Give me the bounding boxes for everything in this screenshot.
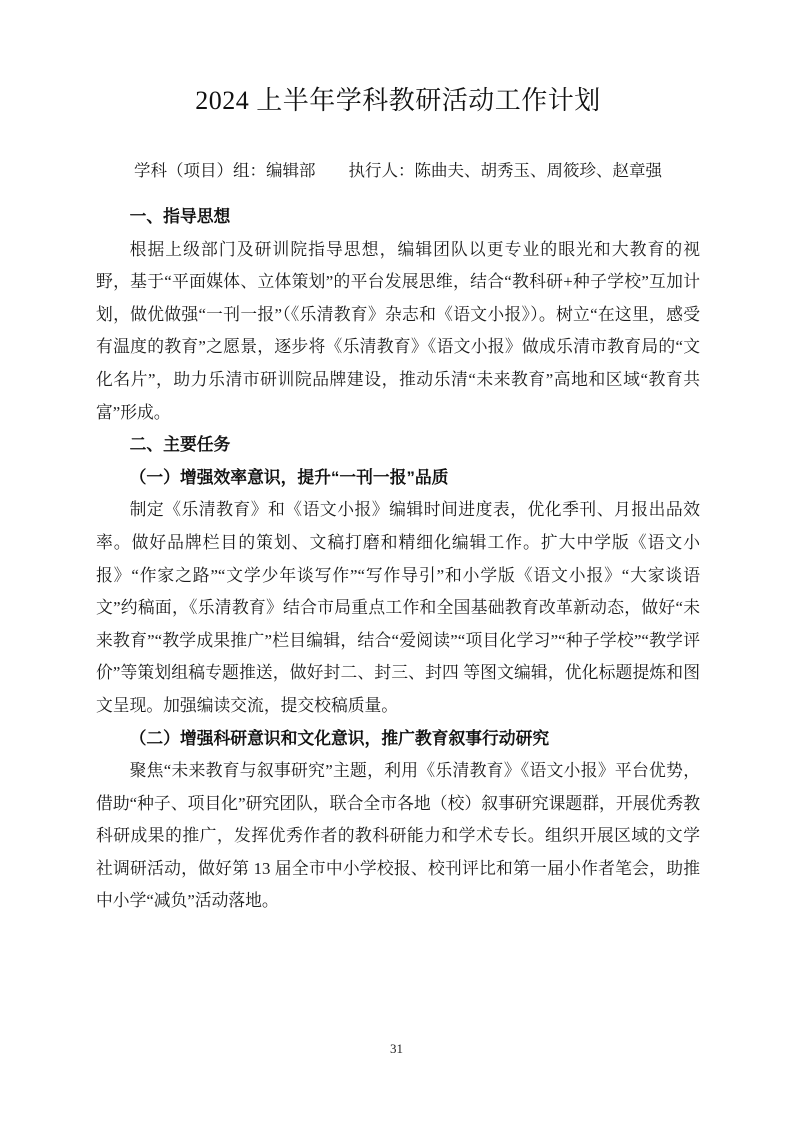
document-meta-line [96,158,700,184]
section2-sub2-paragraph: 聚焦“未来教育与叙事研究”主题，利用《乐清教育》《语文小报》平台优势，借助“种子、项目化”研究团队，联合全市各地（校）叙事研究课题群，开展优秀教科研成果的推广，发挥优秀作者的教科研能力和学术专长。组织开展区域的文学社调研活动，做好第 13 届全市中小学校报、校刊评比和第一届小作者笔会，助推中小学“减负”活动落地。 [96,761,700,911]
executors-label: 执行人：陈曲夫、胡秀玉、周筱珍、赵章强 [348,161,662,180]
section2-heading: 二、主要任务 [129,435,231,455]
document-content [96,84,700,918]
section2-sub1-paragraph: 制定《乐清教育》和《语文小报》编辑时间进度表，优化季刊、月报出品效率。做好品牌栏目的策划、文稿打磨和精细化编辑工作。扩大中学版《语文小报》“作家之路”“文学少年谈写作”“写作导引”和小学版《语文小报》“大家谈语文”约稿面，《乐清教育》结合市局重点工作和全国基础教育改革新动态，做好“未来教育”“教学成果推广”栏目编辑，结合“爱阅读”“项目化学习”“种子学校”“教学评价”等策划组稿专题推送，做好封二、封三、封四 等图文编辑，优化标题提炼和图文呈现。加强编读交流，提交校稿质量。 [96,500,700,715]
section2-sub2-heading: （二）增强科研意识和文化意识，推广教育叙事行动研究 [129,728,550,748]
project-group-label: 学科（项目）组：编辑部 [134,161,316,180]
page-number: 31 [390,1041,403,1056]
section2-sub1-heading: （一）增强效率意识，提升“一刊一报”品质 [129,467,449,487]
section1-heading: 一、指导思想 [129,207,231,226]
section1-paragraph: 根据上级部门及研训院指导思想，编辑团队以更专业的眼光和大教育的视野，基于“平面媒体、立体策划”的平台发展思维，结合“教科研+种子学校”互加计划，做优做强“一刊一报”（《乐清教育》杂志和《语文小报》）。树立“在这里，感受有温度的教育”之愿景，逐步将《乐清教育》《语文小报》做成乐清市教育局的“文化名片”，助力乐清市研训院品牌建设，推动乐清“未来教育”高地和区域“教育共富”形成。 [96,239,700,422]
document-title: 2024 上半年学科教研活动工作计划 [195,86,601,115]
